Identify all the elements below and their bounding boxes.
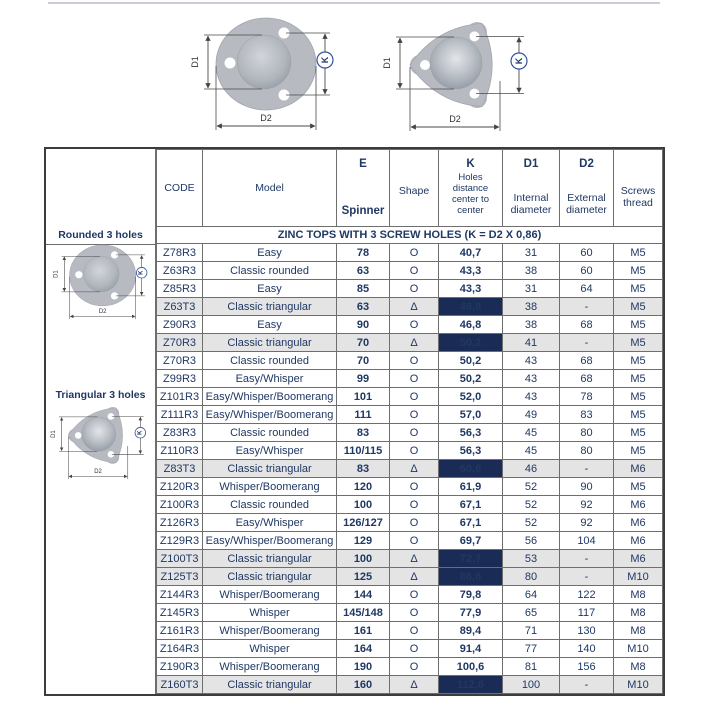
cell-shape: Δ [390,298,439,316]
header-row [157,150,663,227]
cell-d2: 64 [560,280,614,298]
cell-e: 99 [337,370,390,388]
cell-d2: - [560,460,614,478]
section-title-row [157,227,663,244]
cell-code: Z101R3 [157,388,203,406]
cell-d2: - [560,550,614,568]
spec-table [44,147,665,696]
cell-shape: O [390,514,439,532]
cell-d1: 52 [503,514,560,532]
cell-k: 86,6 [439,568,503,586]
cell-e: 111 [337,406,390,424]
cell-screws: M8 [614,586,663,604]
cell-model: Classic rounded [203,352,337,370]
table-row [157,244,663,262]
cell-k: 43,3 [439,262,503,280]
cell-d2: 140 [560,640,614,658]
cell-d1: 53 [503,550,560,568]
cell-code: Z110R3 [157,442,203,460]
cell-code: Z99R3 [157,370,203,388]
cell-model: Whisper/Boomerang [203,658,337,676]
cell-d2: 60 [560,262,614,280]
cell-shape: O [390,406,439,424]
cell-shape: O [390,244,439,262]
cell-d1: 43 [503,370,560,388]
cell-code: Z83R3 [157,424,203,442]
cell-code: Z161R3 [157,622,203,640]
cell-d1: 43 [503,352,560,370]
cell-e: 126/127 [337,514,390,532]
cell-model: Easy/Whisper/Boomerang [203,406,337,424]
cell-code: Z190R3 [157,658,203,676]
cell-shape: O [390,424,439,442]
cell-d1: 56 [503,532,560,550]
spec-data-table [156,149,663,694]
cell-e: 70 [337,352,390,370]
cell-shape: O [390,442,439,460]
cell-k: 50,2 [439,334,503,352]
cell-model: Classic rounded [203,262,337,280]
cell-shape: O [390,658,439,676]
cell-screws: M5 [614,370,663,388]
cell-d2: 104 [560,532,614,550]
cell-screws: M10 [614,676,663,694]
shape-images-column [46,149,156,694]
cell-e: 161 [337,622,390,640]
cell-screws: M6 [614,514,663,532]
cell-d2: 80 [560,442,614,460]
cell-shape: O [390,604,439,622]
cell-screws: M5 [614,478,663,496]
cell-e: 145/148 [337,604,390,622]
cell-e: 160 [337,676,390,694]
cell-shape: O [390,316,439,334]
cell-screws: M8 [614,658,663,676]
cell-k: 79,8 [439,586,503,604]
cell-code: Z126R3 [157,514,203,532]
cell-screws: M6 [614,460,663,478]
cell-model: Classic triangular [203,676,337,694]
cell-code: Z63T3 [157,298,203,316]
cell-k: 46,8 [439,316,503,334]
cell-d1: 52 [503,478,560,496]
table-row [157,586,663,604]
cell-model: Easy [203,244,337,262]
table-row [157,568,663,586]
cell-shape: O [390,586,439,604]
table-row [157,262,663,280]
cell-d1: 71 [503,622,560,640]
cell-d1: 65 [503,604,560,622]
cell-d2: - [560,334,614,352]
cell-screws: M5 [614,352,663,370]
cell-e: 83 [337,460,390,478]
cell-d2: - [560,298,614,316]
cell-screws: M5 [614,334,663,352]
table-row [157,352,663,370]
cell-model: Whisper [203,640,337,658]
cell-shape: O [390,496,439,514]
cell-d2: 92 [560,514,614,532]
cell-screws: M8 [614,604,663,622]
cell-e: 120 [337,478,390,496]
cell-shape: O [390,262,439,280]
table-row [157,298,663,316]
cell-screws: M5 [614,316,663,334]
cell-screws: M5 [614,280,663,298]
cell-screws: M5 [614,424,663,442]
table-row [157,388,663,406]
cell-d2: - [560,568,614,586]
cell-shape: O [390,352,439,370]
cell-k: 67,1 [439,496,503,514]
cell-d1: 80 [503,568,560,586]
cell-model: Whisper/Boomerang [203,622,337,640]
header-model: Model [203,150,337,227]
cell-k: 67,1 [439,514,503,532]
cell-code: Z78R3 [157,244,203,262]
cell-screws: M5 [614,388,663,406]
cell-model: Classic triangular [203,298,337,316]
cell-d1: 31 [503,244,560,262]
cell-model: Easy [203,316,337,334]
table-row [157,532,663,550]
rounded-flange-diagram [182,12,342,136]
cell-k: 89,4 [439,622,503,640]
cell-k: 72,7 [439,550,503,568]
cell-k: 43,3 [439,280,503,298]
cell-e: 100 [337,550,390,568]
cell-d2: 92 [560,496,614,514]
cell-d1: 38 [503,298,560,316]
cell-k: 61,9 [439,478,503,496]
cell-code: Z160T3 [157,676,203,694]
cell-d1: 64 [503,586,560,604]
cell-model: Easy/Whisper/Boomerang [203,532,337,550]
cell-e: 100 [337,496,390,514]
triangular-caption: Triangular 3 holes [55,389,146,401]
cell-e: 83 [337,424,390,442]
cell-shape: Δ [390,568,439,586]
cell-k: 77,9 [439,604,503,622]
cell-d2: 156 [560,658,614,676]
table-row [157,550,663,568]
cell-d2: 130 [560,622,614,640]
header-code: CODE [157,150,203,227]
cell-screws: M5 [614,442,663,460]
cell-d1: 81 [503,658,560,676]
table-row [157,280,663,298]
cell-k: 91,4 [439,640,503,658]
table-row [157,370,663,388]
cell-d1: 45 [503,442,560,460]
cell-code: Z129R3 [157,532,203,550]
cell-screws: M8 [614,622,663,640]
cell-d2: - [560,676,614,694]
cell-k: 46,8 [439,298,503,316]
cell-model: Classic triangular [203,460,337,478]
cell-d2: 83 [560,406,614,424]
cell-code: Z85R3 [157,280,203,298]
cell-model: Easy/Whisper [203,370,337,388]
cell-d2: 80 [560,424,614,442]
table-row [157,442,663,460]
cell-e: 129 [337,532,390,550]
cell-model: Classic triangular [203,550,337,568]
cell-shape: O [390,640,439,658]
table-row [157,604,663,622]
cell-d1: 43 [503,388,560,406]
table-row [157,316,663,334]
cell-e: 125 [337,568,390,586]
cell-model: Classic triangular [203,334,337,352]
cell-d2: 60 [560,244,614,262]
cell-e: 110/115 [337,442,390,460]
rounded-flange-thumbnail [47,241,153,323]
top-rule [48,2,660,4]
section-title: ZINC TOPS WITH 3 SCREW HOLES (K = D2 X 0,86) [157,227,663,244]
cell-k: 50,2 [439,352,503,370]
cell-code: Z70R3 [157,352,203,370]
cell-e: 63 [337,262,390,280]
cell-d1: 41 [503,334,560,352]
cell-k: 60,6 [439,460,503,478]
header-k-distance: K Holes distance center to center [439,150,503,227]
cell-d2: 122 [560,586,614,604]
cell-shape: O [390,532,439,550]
cell-model: Whisper/Boomerang [203,586,337,604]
cell-code: Z145R3 [157,604,203,622]
cell-model: Classic rounded [203,496,337,514]
table-row [157,514,663,532]
header-e-spinner: E Spinner [337,150,390,227]
header-screws-thread: Screws thread [614,150,663,227]
cell-k: 40,7 [439,244,503,262]
table-row [157,478,663,496]
cell-shape: O [390,280,439,298]
cell-model: Easy/Whisper [203,442,337,460]
cell-e: 190 [337,658,390,676]
cell-model: Whisper/Boomerang [203,478,337,496]
cell-shape: O [390,388,439,406]
cell-screws: M5 [614,406,663,424]
cell-code: Z100T3 [157,550,203,568]
cell-e: 90 [337,316,390,334]
cell-d1: 38 [503,262,560,280]
cell-model: Easy [203,280,337,298]
cell-code: Z63R3 [157,262,203,280]
cell-d1: 49 [503,406,560,424]
cell-d1: 45 [503,424,560,442]
table-row [157,424,663,442]
cell-e: 70 [337,334,390,352]
cell-d1: 31 [503,280,560,298]
cell-k: 50,2 [439,370,503,388]
cell-model: Easy/Whisper [203,514,337,532]
header-d1-internal: D1 Internal diameter [503,150,560,227]
cell-d1: 100 [503,676,560,694]
cell-code: Z125T3 [157,568,203,586]
cell-k: 56,3 [439,442,503,460]
cell-shape: Δ [390,550,439,568]
cell-code: Z144R3 [157,586,203,604]
header-shape: Shape [390,150,439,227]
cell-screws: M5 [614,262,663,280]
triangular-flange-diagram [378,13,538,137]
spec-table-body [157,244,663,694]
cell-d1: 46 [503,460,560,478]
cell-shape: Δ [390,460,439,478]
cell-shape: Δ [390,676,439,694]
table-row [157,640,663,658]
cell-k: 69,7 [439,532,503,550]
cell-k: 56,3 [439,424,503,442]
triangular-flange-thumbnail [47,401,153,483]
table-row [157,406,663,424]
cell-e: 85 [337,280,390,298]
cell-screws: M10 [614,640,663,658]
cell-d2: 68 [560,316,614,334]
cell-model: Classic triangular [203,568,337,586]
cell-code: Z164R3 [157,640,203,658]
cell-d2: 68 [560,352,614,370]
cell-k: 57,0 [439,406,503,424]
cell-screws: M5 [614,244,663,262]
cell-e: 144 [337,586,390,604]
cell-d2: 117 [560,604,614,622]
table-row [157,676,663,694]
table-row [157,460,663,478]
cell-shape: O [390,478,439,496]
cell-screws: M6 [614,550,663,568]
cell-e: 63 [337,298,390,316]
cell-code: Z90R3 [157,316,203,334]
cell-k: 100,6 [439,658,503,676]
cell-e: 101 [337,388,390,406]
cell-d2: 78 [560,388,614,406]
cell-model: Easy/Whisper/Boomerang [203,388,337,406]
table-row [157,622,663,640]
cell-model: Whisper [203,604,337,622]
header-d2-external: D2 External diameter [560,150,614,227]
cell-d1: 77 [503,640,560,658]
cell-code: Z100R3 [157,496,203,514]
table-row [157,658,663,676]
cell-screws: M5 [614,298,663,316]
cell-model: Classic rounded [203,424,337,442]
table-row [157,496,663,514]
cell-shape: Δ [390,334,439,352]
cell-screws: M6 [614,532,663,550]
rounded-caption: Rounded 3 holes [58,229,143,241]
cell-code: Z120R3 [157,478,203,496]
cell-screws: M6 [614,496,663,514]
cell-k: 52,0 [439,388,503,406]
cell-d2: 68 [560,370,614,388]
cell-d1: 52 [503,496,560,514]
cell-e: 78 [337,244,390,262]
table-row [157,334,663,352]
cell-code: Z111R3 [157,406,203,424]
cell-e: 164 [337,640,390,658]
cell-k: 112,6 [439,676,503,694]
cell-shape: O [390,370,439,388]
cell-shape: O [390,622,439,640]
cell-d2: 90 [560,478,614,496]
cell-d1: 38 [503,316,560,334]
cell-code: Z70R3 [157,334,203,352]
cell-code: Z83T3 [157,460,203,478]
cell-screws: M10 [614,568,663,586]
